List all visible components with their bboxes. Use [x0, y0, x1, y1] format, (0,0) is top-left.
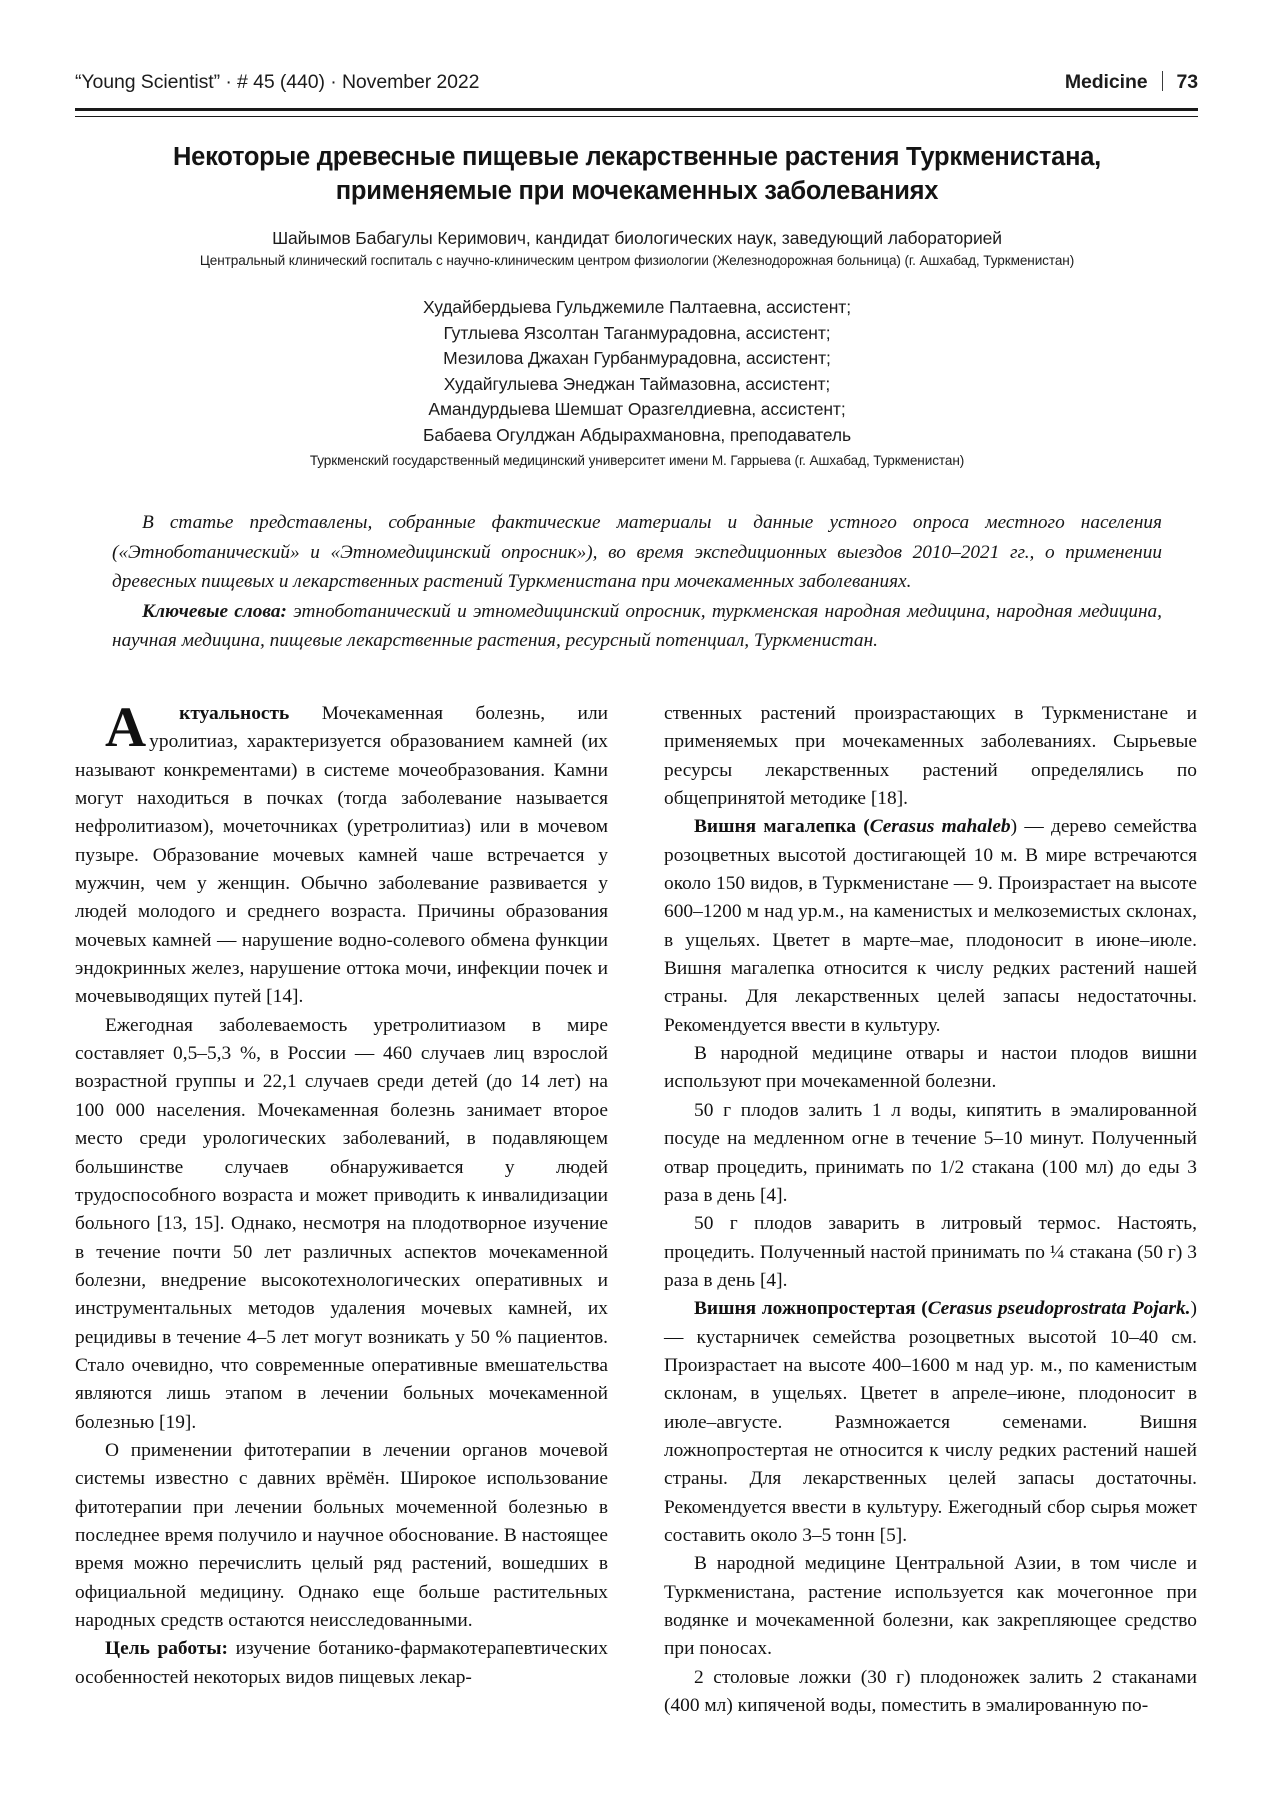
running-head-section: Medicine: [1064, 71, 1148, 93]
paragraph-continuation: ственных растений произрастающих в Туркменистане и применяемых при мочекаменных заболеваниях. Сырьевые ресурсы лекарственных растений определялись по общепринятой методике [18].: [664, 703, 1197, 810]
species-name-ru: Вишня ложнопростертая (: [694, 1298, 928, 1320]
paragraph-recipe-infusion: 50 г плодов заварить в литровый термос. Настоять, процедить. Полученный настой принимать по ¼ стакана (50 г) 3 раза в день [4].: [664, 1213, 1197, 1291]
article-title-line-1: Некоторые древесные пищевые лекарственные растения Туркменистана,: [172, 143, 1101, 171]
species-name-latin: Cerasus pseudoprostrata Pojark.: [927, 1298, 1191, 1320]
author-list-item: Худайбердыева Гульджемиле Палтаевна, ассистент;: [423, 297, 851, 317]
aim-text: изучение ботанико-фармакотерапевтических особенностей некоторых видов пищевых лекар-: [75, 1638, 608, 1688]
left-column: [75, 696, 608, 1720]
lead-in-bold: ктуальность: [179, 703, 290, 724]
header-rule: [75, 108, 1198, 117]
abstract-block: [112, 508, 1162, 656]
title-block: [112, 140, 1162, 470]
paragraph-folk-use-central-asia: В народной медицине Центральной Азии, в том числе и Туркменистана, растение используется как мочегонное при водянке и мочекаменной болезни, как закрепляющее средство при поносах.: [664, 1553, 1197, 1660]
aim-label: Цель работы:: [105, 1638, 228, 1660]
species-name-latin: Cerasus mahaleb: [869, 816, 1011, 838]
species-description: ) — кустарничек семейства розоцветных высотой 10–40 см. Произрастает на высоте 400–1600 м над ур. м., по каменистым склонам, в ущельях. Цветет в апреле–июне, плодоносит в июле–августе. Размножается семенами. Вишня ложнопростертая не относится к числу редких растений нашей страны. Для лекарственных целей запасы достаточны. Рекомендуется ввести в культуру. Ежегодный сбор сырья может составить около 3–5 тонн [5].: [664, 1298, 1197, 1546]
author-list-item: Амандурдыева Шемшат Оразгелдиевна, ассистент;: [428, 399, 846, 419]
author-list-item: Мезилова Джахан Гурбанмурадовна, ассистент;: [443, 348, 831, 368]
author-list: [112, 295, 1162, 448]
secondary-affiliation: Туркменский государственный медицинский университет имени М. Гаррыева (г. Ашхабад, Туркменистан): [309, 453, 965, 468]
paragraph-folk-use-cherry: В народной медицине отвары и настои плодов вишни используют при мочекаменной болезни.: [664, 1043, 1197, 1093]
author-list-item: Гутлыева Язсолтан Таганмурадовна, ассистент;: [443, 322, 831, 343]
paragraph-species-pseudoprostrata: [664, 1295, 1197, 1550]
species-name-ru: Вишня магалепка (: [694, 816, 870, 838]
keywords-text: этноботанический и этномедицинский опросник, туркменская народная медицина, народная медицина, научная медицина, пищевые лекарственные растения, ресурсный потенциал, Туркменистан.: [112, 600, 1163, 651]
abstract-text: В статье представлены, собранные фактические материалы и данные устного опроса местного населения («Этноботанический» и «Этномедицинский опросник»), во время экспедиционных выездов 2010–2021 гг., о применении древесных пищевых и лекарственных растений Туркменистана при мочекаменных заболеваниях.: [112, 512, 1162, 592]
paragraph-aim: [75, 1635, 608, 1692]
species-description: ) — дерево семейства розоцветных высотой достигающей 10 м. В мире встречаются около 150 видов, в Туркменистане — 9. Произрастает на высоте 600–1200 м над ур.м., на каменистых и мелкоземистых склонах, в ущельях. Цветет в марте–мае, плодоносит в июне–июле. Вишня магалепка относится к числу редких растений нашей страны. Для лекарственных целей запасы недостаточны. Рекомендуется ввести в культуру.: [664, 816, 1197, 1036]
drop-cap: А: [105, 696, 147, 759]
right-column: [664, 700, 1197, 1720]
running-head-journal: “Young Scientist” · # 45 (440) · November 2022: [75, 71, 480, 93]
author-list-item: Бабаева Огулджан Абдырахмановна, преподаватель: [422, 424, 852, 445]
paragraph-species-mahaleb: [664, 813, 1197, 1040]
page-number: 73: [1176, 71, 1198, 93]
paragraph-recipe-decoction: 50 г плодов залить 1 л воды, кипятить в эмалированной посуде на медленном огне в течение 5–10 минут. Полученный отвар процедить, принимать по 1/2 стакана (100 мл) до еды 3 раза в день [4].: [664, 1099, 1197, 1206]
page-title: [112, 140, 1162, 208]
paragraph-incidence: Ежегодная заболеваемость уретролитиазом в мире составляет 0,5–5,3 %, в России — 460 случаев лиц взрослой возрастной группы и 22,1 случаев среди детей (до 14 лет) на 100 000 населения. Мочекаменная болезнь занимает второе место среди урологических заболеваний, в подавляющем большинстве случаев обнаруживается у людей трудоспособного возраста и может приводить к инвалидизации больного [13, 15]. Однако, несмотря на плодотворное изучение в течение почти 50 лет различных аспектов мочекаменной болезни, внедрение высокотехнологических оперативных и инструментальных методов удаления мочевых камней, их рецидивы в течение 4–5 лет могут возникать у 50 % пациентов. Стало очевидно, что современные оперативные вмешательства являются лишь этапом в лечении больных мочекаменной болезнью [19].: [75, 1014, 608, 1433]
paragraph-phytotherapy: О применении фитотерапии в лечении органов мочевой системы известно с давних врёмён. Широкое использование фитотерапии при лечении больных мочеменной болезнью в последнее время получило и научное обоснование. В настоящее время можно перечислить целый ряд растений, вошедших в официальной медицину. Однако еще больше растительных народных средств остаются неисследованными.: [75, 1439, 608, 1631]
body-columns: [75, 696, 1198, 1720]
vertical-divider-icon: [1162, 71, 1163, 91]
article-title-line-2: применяемые при мочекаменных заболеваниях: [335, 177, 939, 205]
author-list-item: Худайгулыева Энеджан Таймазовна, ассистент;: [443, 373, 831, 394]
paragraph-text: Мочекаменная болезнь, или уролитиаз, характеризуется образованием камней (их называют конкрементами) в системе мочеобразования. Камни могут находиться в почках (тогда заболевание называется нефролитиазом), мочеточниках (уретролитиаз) или в мочевом пузыре. Образование мочевых камней чаше встречается у мужчин, чем у женщин. Обычно заболевание развивается у людей молодого и среднего возраста. Причины образования мочевых камней — нарушение водно-солевого обмена функции эндокринных желез, нарушение оттока мочи, инфекции почек и мочевыводящих путей [14].: [75, 703, 608, 1008]
running-head-right: [1065, 68, 1198, 94]
primary-affiliation: Центральный клинический госпиталь с научно-клиническим центром физиологии (Железнодорожная больница) (г. Ашхабад, Туркменистан): [199, 253, 1075, 268]
paragraph-actuality: [75, 696, 608, 1012]
primary-author: Шайымов Бабагулы Керимович, кандидат биологических наук, заведующий лабораторией: [272, 228, 1002, 248]
keywords-label: Ключевые слова:: [142, 600, 287, 622]
running-head: [75, 68, 1198, 94]
keywords-line: [112, 597, 1162, 656]
paragraph-recipe-peduncles: 2 столовые ложки (30 г) плодоножек залить 2 стаканами (400 мл) кипяченой воды, поместить в эмалированную по-: [664, 1666, 1197, 1717]
